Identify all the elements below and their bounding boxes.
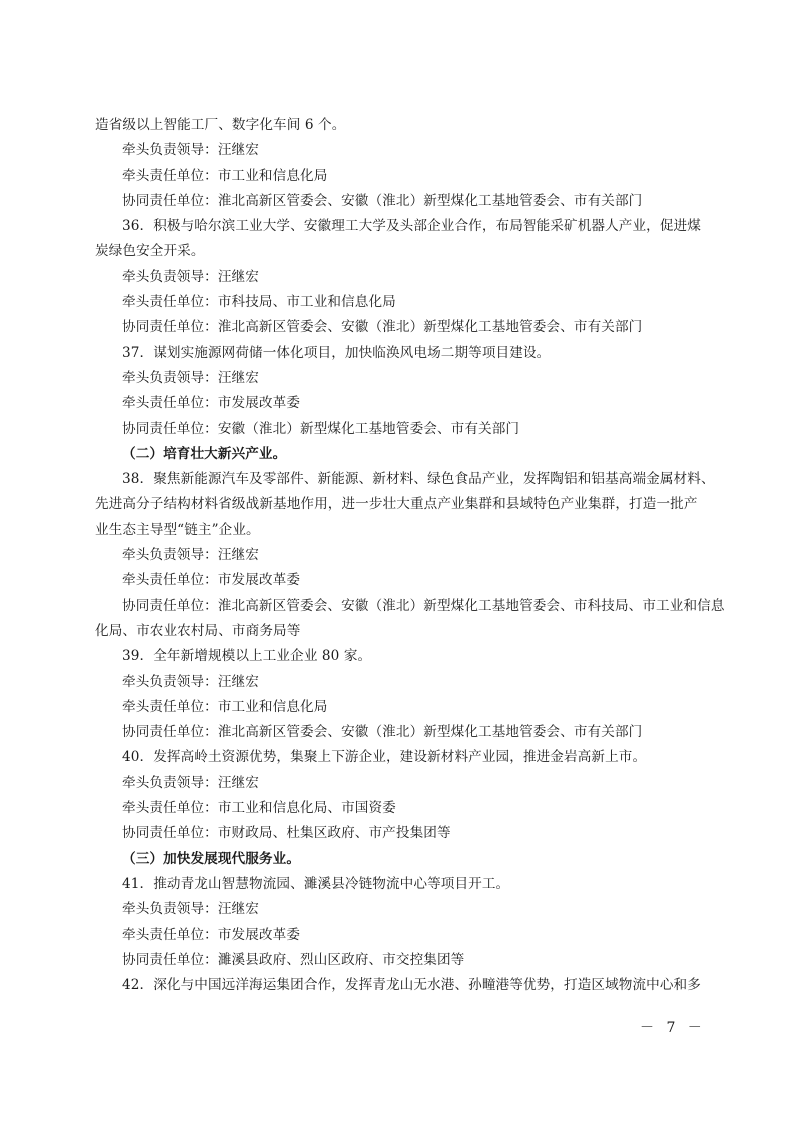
text-line: 协同责任单位：濉溪县政府、烈山区政府、市交控集团等 [122,951,465,968]
text-line: 牵头负责领导：汪继宏 [122,369,259,386]
section-heading: （二）培育壮大新兴产业。 [122,445,287,462]
text-line: 协同责任单位：淮北高新区管委会、安徽（淮北）新型煤化工基地管委会、市科技局、市工业和信息 [122,597,725,614]
text-line: 36．积极与哈尔滨工业大学、安徽理工大学及头部企业合作，布局智能采矿机器人产业，促进煤 [122,218,701,235]
text-line: 42．深化与中国远洋海运集团合作，发挥青龙山无水港、孙疃港等优势，打造区域物流中心和多 [122,977,701,994]
text-line: 38．聚焦新能源汽车及零部件、新能源、新材料、绿色食品产业，发挥陶铝和铝基高端金属材料、 [122,471,715,488]
text-line: 40．发挥高岭土资源优势，集聚上下游企业，建设新材料产业园，推进金岩高新上市。 [122,749,647,766]
text-line: 牵头负责领导：汪继宏 [122,268,259,285]
text-line: 37．谋划实施源网荷储一体化项目，加快临涣风电场二期等项目建设。 [122,344,551,361]
text-line: 牵头负责领导：汪继宏 [122,142,259,159]
text-line: 牵头负责领导：汪继宏 [122,673,259,690]
text-line: 牵头责任单位：市科技局、市工业和信息化局 [122,294,396,311]
text-line: 39．全年新增规模以上工业企业 80 家。 [122,648,372,665]
text-line: 牵头责任单位：市工业和信息化局 [122,167,328,184]
text-line: 造省级以上智能工厂、数字化车间 6 个。 [95,117,346,133]
text-line: 牵头责任单位：市发展改革委 [122,926,301,943]
text-line: 牵头责任单位：市工业和信息化局、市国资委 [122,800,396,817]
text-line: 41．推动青龙山智慧物流园、濉溪县冷链物流中心等项目开工。 [122,875,510,892]
text-line: 牵头负责领导：汪继宏 [122,901,259,918]
text-line: 协同责任单位：淮北高新区管委会、安徽（淮北）新型煤化工基地管委会、市有关部门 [122,192,643,209]
text-line: 化局、市农业农村局、市商务局等 [95,622,301,639]
text-line: 协同责任单位：市财政局、杜集区政府、市产投集团等 [122,825,451,842]
text-line: 炭绿色安全开采。 [95,243,205,260]
text-line: 协同责任单位：淮北高新区管委会、安徽（淮北）新型煤化工基地管委会、市有关部门 [122,319,643,336]
text-line: 牵头责任单位：市工业和信息化局 [122,698,328,715]
document-body [95,113,725,998]
text-line: 牵头责任单位：市发展改革委 [122,395,301,412]
text-line: 牵头负责领导：汪继宏 [122,547,259,564]
text-line: 牵头责任单位：市发展改革委 [122,572,301,589]
text-line: 业生态主导型“链主”企业。 [95,521,260,538]
page-number: － 7 － [640,1020,706,1036]
text-line: 先进高分子结构材料省级战新基地作用，进一步壮大重点产业集群和县域特色产业集群，打造一批产 [95,496,698,513]
section-heading: （三）加快发展现代服务业。 [122,850,301,867]
text-line: 协同责任单位：淮北高新区管委会、安徽（淮北）新型煤化工基地管委会、市有关部门 [122,724,643,741]
text-line: 协同责任单位：安徽（淮北）新型煤化工基地管委会、市有关部门 [122,420,520,437]
text-line: 牵头负责领导：汪继宏 [122,774,259,791]
